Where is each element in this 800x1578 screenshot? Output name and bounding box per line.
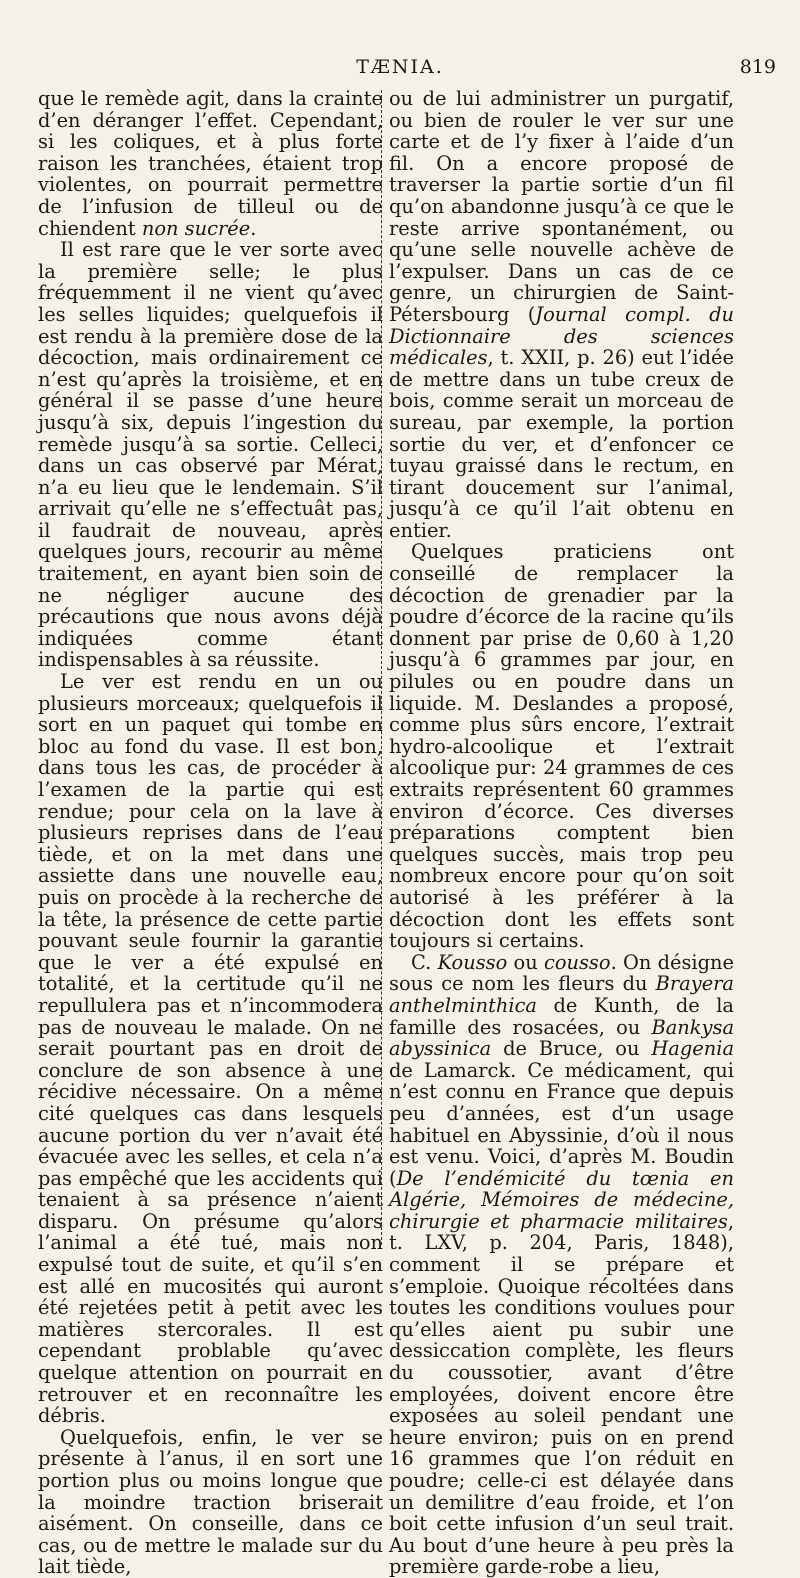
paragraph: C. Kousso ou cousso. On désigne sous ce nom les fleurs du Brayera anthelminthica de Kunth, de la famille des rosacées, ou Bankysa abyssinica de Bruce, ou Hagenia de Lamarck. Ce médicament, qui n’est connu en France que depuis peu d’années, est d’un usage habituel en Abyssinie, d’où il nous est venu. Voici, d’après M. Boudin (De l’endémicité du tœnia en Algérie, Mémoires de médecine, chirurgie et pharmacie militaires, t. LXV, p. 204, Paris, 1848), comment il se prépare et s’emploie. Quoique récoltées dans toutes les conditions voulues pour qu’elles aient pu subir une dessiccation complète, les fleurs du coussotier, avant d’être employées, doivent encore être exposées au soleil pendant une heure environ; puis on en prend 16 grammes que l’on réduit en poudre; celle-ci est délayée dans un demilitre d’eau froide, et l’on boit cette infusion d’un seul trait. Au bout d’une heure à peu près la première garde-robe a lieu, — [389, 950, 735, 1578]
running-title: TÆNIA. — [356, 56, 444, 78]
paragraph: que le remède agit, dans la crainte d’en déranger l’effet. Cependant, si les coliques, et à plus forte raison les tranchées, étaient trop violentes, on pourrait permettre de l’infusion de tilleul ou de chiendent non sucrée. — [38, 87, 383, 240]
running-header — [0, 56, 800, 86]
right-column — [389, 88, 734, 1578]
paragraph: ou de lui administrer un purgatif, ou bien de rouler le ver sur une carte et de l’y fixer à l’aide d’un fil. On a encore proposé de traverser la partie sortie d’un fil qu’on abandonne jusqu’à ce que le reste arrive spontanément, ou qu’une selle nouvelle achève de l’expulser. Dans un cas de ce genre, un chirurgien de Saint-Pétersbourg (Journal compl. du Dictionnaire des sciences médicales, t. XXII, p. 26) eut l’idée de mettre dans un tube creux de bois, comme serait un morceau de sureau, par exemple, la portion sortie du ver, et d’enfoncer ce tuyau graissé dans le rectum, en tirant doucement sur l’animal, jusqu’à ce qu’il l’ait obtenu en entier. — [389, 87, 735, 542]
paragraph: Quelques praticiens ont conseillé de remplacer la décoction de grenadier par la poudre d’écorce de la racine qu’ils donnent par prise de 0,60 à 1,20 jusqu’à 6 grammes par jour, en pilules ou en poudre dans un liquide. M. Deslandes a proposé, comme plus sûrs encore, l’extrait hydro-alcoolique et l’extrait alcoolique pur: 24 grammes de ces extraits représentent 60 grammes environ d’écorce. Ces diverses préparations comptent bien quelques succès, mais trop peu nombreux encore pour qu’on soit autorisé à les préférer à la décoction dont les effets sont toujours si certains. — [389, 540, 734, 953]
paragraph: Le ver est rendu en un ou plusieurs morceaux; quelquefois il sort en un paquet qui tombe en bloc au fond du vase. Il est bon, dans tous les cas, de procéder à l’examen de la partie qui est rendue; pour cela on la lave à plusieurs reprises dans de l’eau tiède, et on la met dans une assiette dans une nouvelle eau, puis on procède à la recherche de la tête, la présence de cette partie pouvant seule fournir la garantie que le ver a été expulsé en totalité, et la certitude qu’il ne repullulera pas et n’incommodera pas de nouveau le malade. On ne serait pourtant pas en droit de conclure de son absence à une récidive nécessaire. On a même cité quelques cas dans lesquels aucune portion du ver n’avait été évacuée avec les selles, et cela n’a pas empêché que les accidents qui tenaient à sa présence n’aient disparu. On présume qu’alors l’animal a été tué, mais non expulsé tout de suite, et qu’il s’en est allé en mucosités qui auront été rejetées petit à petit avec les matières stercorales. Il est cependant problable qu’avec quelque attention on pourrait en retrouver et en reconnaître les débris. — [38, 670, 383, 1428]
paragraph: Quelquefois, enfin, le ver se présente à l’anus, il en sort une portion plus ou moins longue que la moindre traction briserait aisément. On conseille, dans ce cas, ou de mettre le malade sur du lait tiède, — [38, 1425, 383, 1578]
left-column — [38, 88, 383, 1578]
paragraph: Il est rare que le ver sorte avec la première selle; le plus fréquemment il ne vient qu’avec les selles liquides; quelquefois il est rendu à la première dose de la décoction, mais ordinairement ce n’est qu’après la troisième, et en général il se passe d’une heure jusqu’à six, depuis l’ingestion du remède jusqu’à sa sortie. Celleci, dans un cas observé par Mérat, n’a eu lieu que le lendemain. S’il arrivait qu’elle ne s’effectuât pas, il faudrait de nouveau, après quelques jours, recourir au même traitement, en ayant bien soin de ne négliger aucune des précautions que nous avons déjà indiquées comme étant indispensables à sa réussite. — [38, 238, 383, 672]
page-number: 819 — [739, 56, 776, 78]
column-divider — [381, 90, 383, 1245]
